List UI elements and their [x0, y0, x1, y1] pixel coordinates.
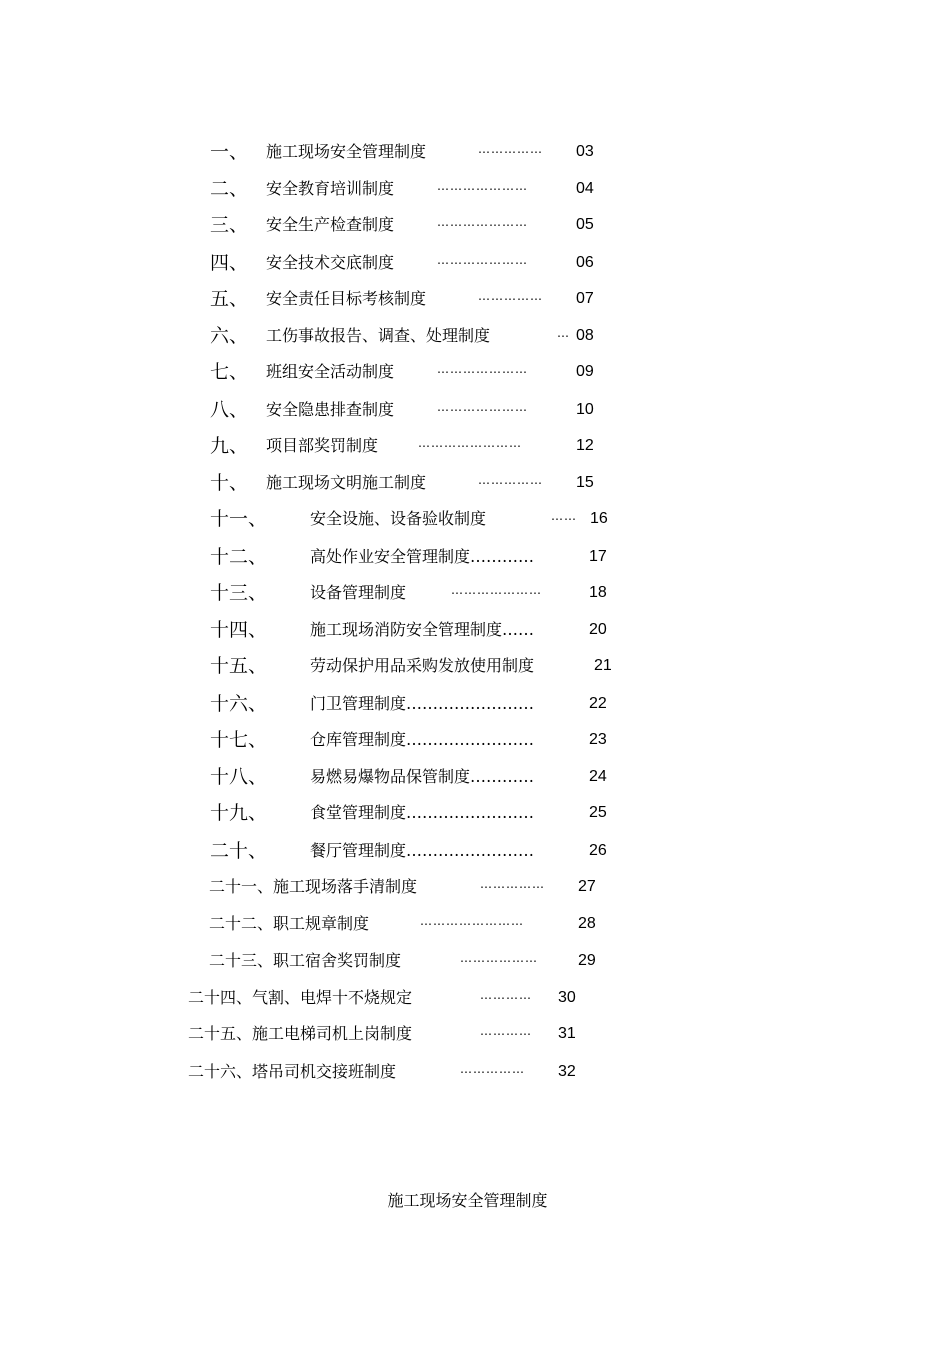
toc-entry-leader: … — [557, 326, 570, 340]
toc-entry-number: 十一、 — [210, 508, 268, 530]
toc-entry-number: 三、 — [210, 214, 249, 236]
toc-entry-number: 十二、 — [210, 546, 268, 568]
toc-entry-title: 二十三、职工宿舍奖罚制度 — [209, 951, 402, 970]
toc-entry-leader: …………… — [480, 877, 545, 891]
toc-entry-page: 17 — [589, 548, 607, 565]
toc-entry-title: 施工现场安全管理制度 — [266, 142, 427, 161]
toc-entry[interactable] — [0, 727, 950, 753]
toc-entry-title: 班组安全活动制度 — [266, 362, 395, 381]
toc-entry-number: 八、 — [210, 399, 249, 421]
toc-entry-page: 06 — [576, 254, 594, 271]
toc-entry-page: 16 — [590, 510, 608, 527]
toc-entry-leader: …………… — [478, 473, 543, 487]
toc-entry-title: 安全责任目标考核制度 — [266, 289, 427, 308]
toc-entry-page: 32 — [558, 1063, 576, 1080]
toc-entry-page: 28 — [578, 915, 596, 932]
toc-entry-title: 门卫管理制度…………………… — [310, 694, 535, 713]
toc-entry-page: 20 — [589, 621, 607, 638]
toc-entry[interactable] — [0, 985, 950, 1011]
toc-entry[interactable] — [0, 911, 950, 937]
toc-entry-number: 七、 — [210, 361, 249, 383]
toc-entry-page: 29 — [578, 952, 596, 969]
toc-entry-title: 工伤事故报告、调查、处理制度 — [266, 326, 491, 345]
toc-entry-title: 二十一、施工现场落手清制度 — [209, 877, 418, 896]
section-heading: 施工现场安全管理制度 — [387, 1191, 548, 1210]
toc-entry[interactable] — [0, 544, 950, 570]
toc-entry-title: 项目部奖罚制度 — [266, 436, 379, 455]
toc-entry-page: 30 — [558, 989, 576, 1006]
toc-entry-leader: ………………… — [437, 400, 528, 414]
toc-entry[interactable] — [0, 506, 950, 532]
toc-entry[interactable] — [0, 948, 950, 974]
toc-entry-page: 18 — [589, 584, 607, 601]
toc-entry-title: 二十五、施工电梯司机上岗制度 — [188, 1024, 413, 1043]
toc-entry-title: 安全生产检查制度 — [266, 215, 395, 234]
toc-entry[interactable] — [0, 874, 950, 900]
toc-entry-leader: ………………… — [437, 253, 528, 267]
toc-entry-page: 22 — [589, 695, 607, 712]
toc-entry-leader: ………………… — [437, 215, 528, 229]
toc-entry[interactable] — [0, 250, 950, 276]
toc-entry-page: 04 — [576, 180, 594, 197]
toc-entry-title: 餐厅管理制度…………………… — [310, 841, 535, 860]
toc-entry-leader: …………… — [478, 289, 543, 303]
toc-entry-page: 03 — [576, 143, 594, 160]
toc-entry-number: 二十、 — [210, 840, 268, 862]
toc-entry-title: 易燃易爆物品保管制度………… — [310, 767, 535, 786]
toc-entry-page: 07 — [576, 290, 594, 307]
toc-entry-page: 08 — [576, 327, 594, 344]
toc-entry-title: 设备管理制度 — [310, 583, 407, 602]
toc-entry[interactable] — [0, 470, 950, 496]
toc-entry[interactable] — [0, 323, 950, 349]
toc-entry-number: 五、 — [210, 288, 249, 310]
toc-entry-page: 12 — [576, 437, 594, 454]
toc-entry-page: 31 — [558, 1025, 576, 1042]
toc-entry-page: 15 — [576, 474, 594, 491]
toc-entry-page: 05 — [576, 216, 594, 233]
toc-entry[interactable] — [0, 397, 950, 423]
toc-entry[interactable] — [0, 139, 950, 165]
toc-entry-leader: ………………… — [451, 583, 542, 597]
toc-entry-title: 二十四、气割、电焊十不烧规定 — [188, 988, 413, 1007]
toc-entry-leader: ………… — [480, 988, 532, 1002]
toc-entry-title: 安全技术交底制度 — [266, 253, 395, 272]
toc-entry-title: 施工现场文明施工制度 — [266, 473, 427, 492]
toc-entry[interactable] — [0, 764, 950, 790]
toc-entry-page: 27 — [578, 878, 596, 895]
toc-entry-page: 25 — [589, 804, 607, 821]
toc-entry-leader: ………………… — [437, 362, 528, 376]
toc-entry[interactable] — [0, 691, 950, 717]
toc-entry-title: 食堂管理制度…………………… — [310, 803, 535, 822]
toc-entry-number: 十五、 — [210, 655, 268, 677]
toc-entry-leader: …………………… — [418, 436, 522, 450]
toc-entry[interactable] — [0, 838, 950, 864]
toc-entry-page: 09 — [576, 363, 594, 380]
toc-entry[interactable] — [0, 800, 950, 826]
toc-entry-leader: …………………… — [420, 914, 524, 928]
toc-entry-number: 十三、 — [210, 582, 268, 604]
toc-entry-title: 安全教育培训制度 — [266, 179, 395, 198]
toc-entry[interactable] — [0, 212, 950, 238]
toc-entry-leader: ………………… — [437, 179, 528, 193]
toc-entry-page: 23 — [589, 731, 607, 748]
toc-entry-number: 十八、 — [210, 766, 268, 788]
toc-entry-page: 21 — [594, 657, 612, 674]
toc-entry-leader: …………… — [478, 142, 543, 156]
toc-entry-page: 24 — [589, 768, 607, 785]
toc-entry-number: 四、 — [210, 252, 249, 274]
toc-entry-number: 十、 — [210, 472, 249, 494]
toc-entry[interactable] — [0, 1059, 950, 1085]
toc-entry-number: 一、 — [210, 141, 249, 163]
toc-entry-leader: …… — [551, 509, 577, 523]
toc-entry-title: 二十六、塔吊司机交接班制度 — [188, 1062, 397, 1081]
toc-entry-number: 十四、 — [210, 619, 268, 641]
toc-entry-title: 高处作业安全管理制度………… — [310, 547, 535, 566]
toc-entry-leader: ……………… — [460, 951, 538, 965]
toc-entry-number: 十九、 — [210, 802, 268, 824]
toc-entry-page: 10 — [576, 401, 594, 418]
toc-entry-title: 安全设施、设备验收制度 — [310, 509, 487, 528]
toc-entry[interactable] — [0, 433, 950, 459]
toc-entry-number: 九、 — [210, 435, 249, 457]
toc-entry-number: 十七、 — [210, 729, 268, 751]
toc-entry-page: 26 — [589, 842, 607, 859]
toc-entry-leader: ………… — [480, 1024, 532, 1038]
toc-entry[interactable] — [0, 359, 950, 385]
toc-entry-number: 十六、 — [210, 693, 268, 715]
toc-entry[interactable] — [0, 176, 950, 202]
toc-entry-title: 安全隐患排查制度 — [266, 400, 395, 419]
toc-entry[interactable] — [0, 617, 950, 643]
toc-entry-title: 劳动保护用品采购发放使用制度 — [310, 656, 535, 675]
toc-entry-number: 二、 — [210, 178, 249, 200]
toc-entry-title: 二十二、职工规章制度 — [209, 914, 370, 933]
toc-entry[interactable] — [0, 580, 950, 606]
toc-entry[interactable] — [0, 653, 950, 679]
toc-entry[interactable] — [0, 286, 950, 312]
toc-entry-title: 仓库管理制度…………………… — [310, 730, 535, 749]
toc-entry-number: 六、 — [210, 325, 249, 347]
toc-entry-leader: …………… — [460, 1062, 525, 1076]
toc-entry-title: 施工现场消防安全管理制度…… — [310, 620, 535, 639]
toc-entry[interactable] — [0, 1021, 950, 1047]
